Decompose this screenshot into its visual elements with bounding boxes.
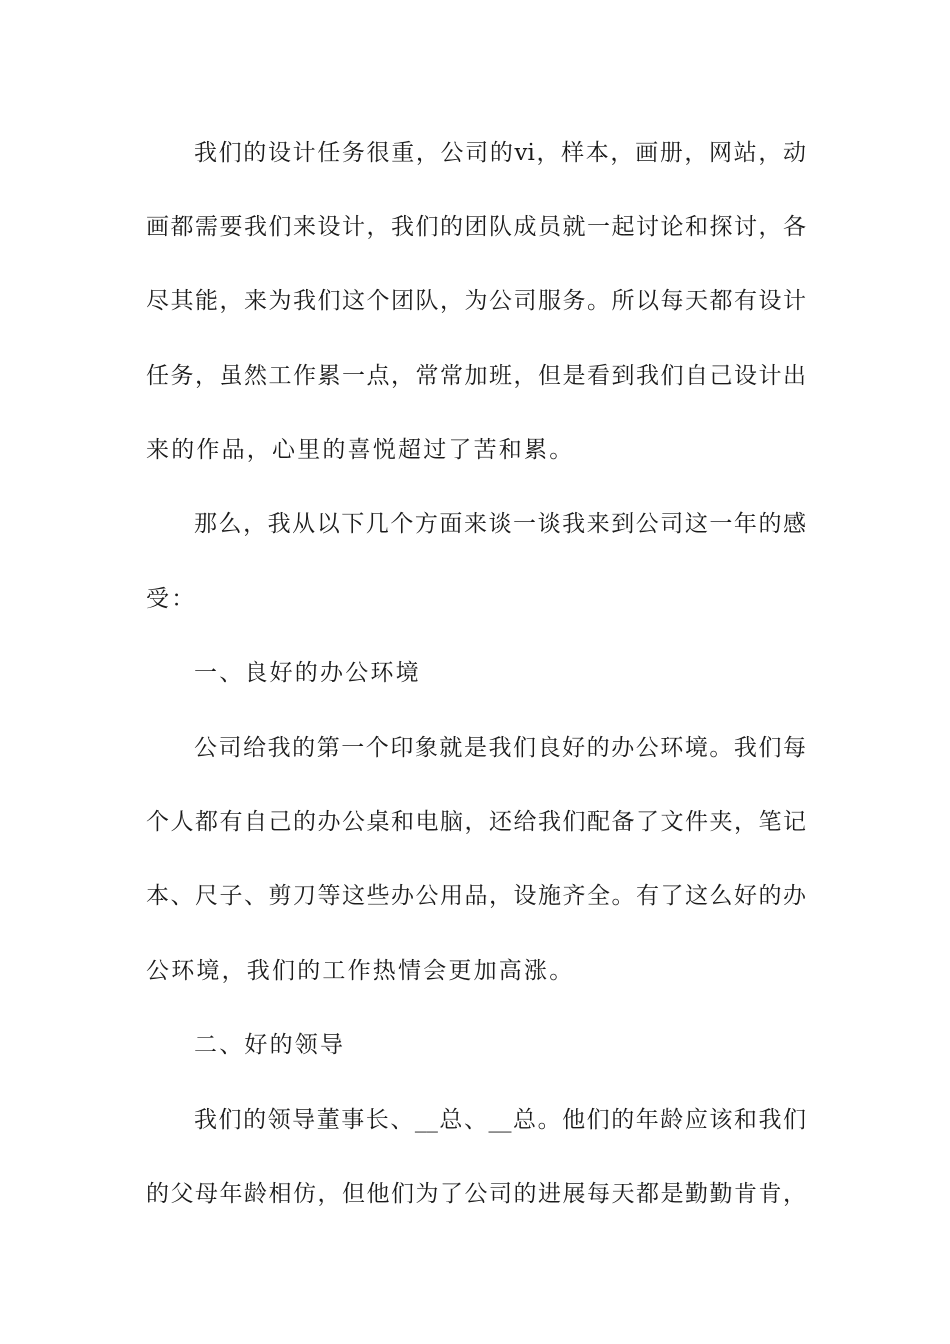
- paragraph-line: 公司给我的第一个印象就是我们良好的办公环境。我们每: [194, 735, 806, 761]
- paragraph-line: 画都需要我们来设计，我们的团队成员就一起讨论和探讨，各: [146, 214, 806, 240]
- paragraph-line: 来的作品，心里的喜悦超过了苦和累。: [146, 437, 575, 463]
- section-heading: 一、良好的办公环境: [194, 660, 421, 686]
- paragraph-line: 我们的领导董事长、__总、__总。他们的年龄应该和我们: [194, 1107, 806, 1133]
- paragraph-line: 的父母年龄相仿，但他们为了公司的进展每天都是勤勤肯肯，: [146, 1181, 806, 1207]
- paragraph-line: 公环境，我们的工作热情会更加高涨。: [146, 958, 575, 984]
- section-heading: 二、好的领导: [194, 1032, 346, 1058]
- paragraph-line: 尽其能，来为我们这个团队，为公司服务。所以每天都有设计: [146, 288, 806, 314]
- paragraph-line: 我们的设计任务很重，公司的vi，样本，画册，网站，动: [194, 140, 806, 166]
- paragraph-line: 任务，虽然工作累一点，常常加班，但是看到我们自己设计出: [146, 363, 806, 389]
- paragraph-line: 个人都有自己的办公桌和电脑，还给我们配备了文件夹，笔记: [146, 809, 806, 835]
- paragraph-line: 受：: [146, 586, 197, 612]
- paragraph-line: 本、尺子、剪刀等这些办公用品，设施齐全。有了这么好的办: [146, 883, 806, 909]
- paragraph-line: 那么，我从以下几个方面来谈一谈我来到公司这一年的感: [194, 511, 806, 537]
